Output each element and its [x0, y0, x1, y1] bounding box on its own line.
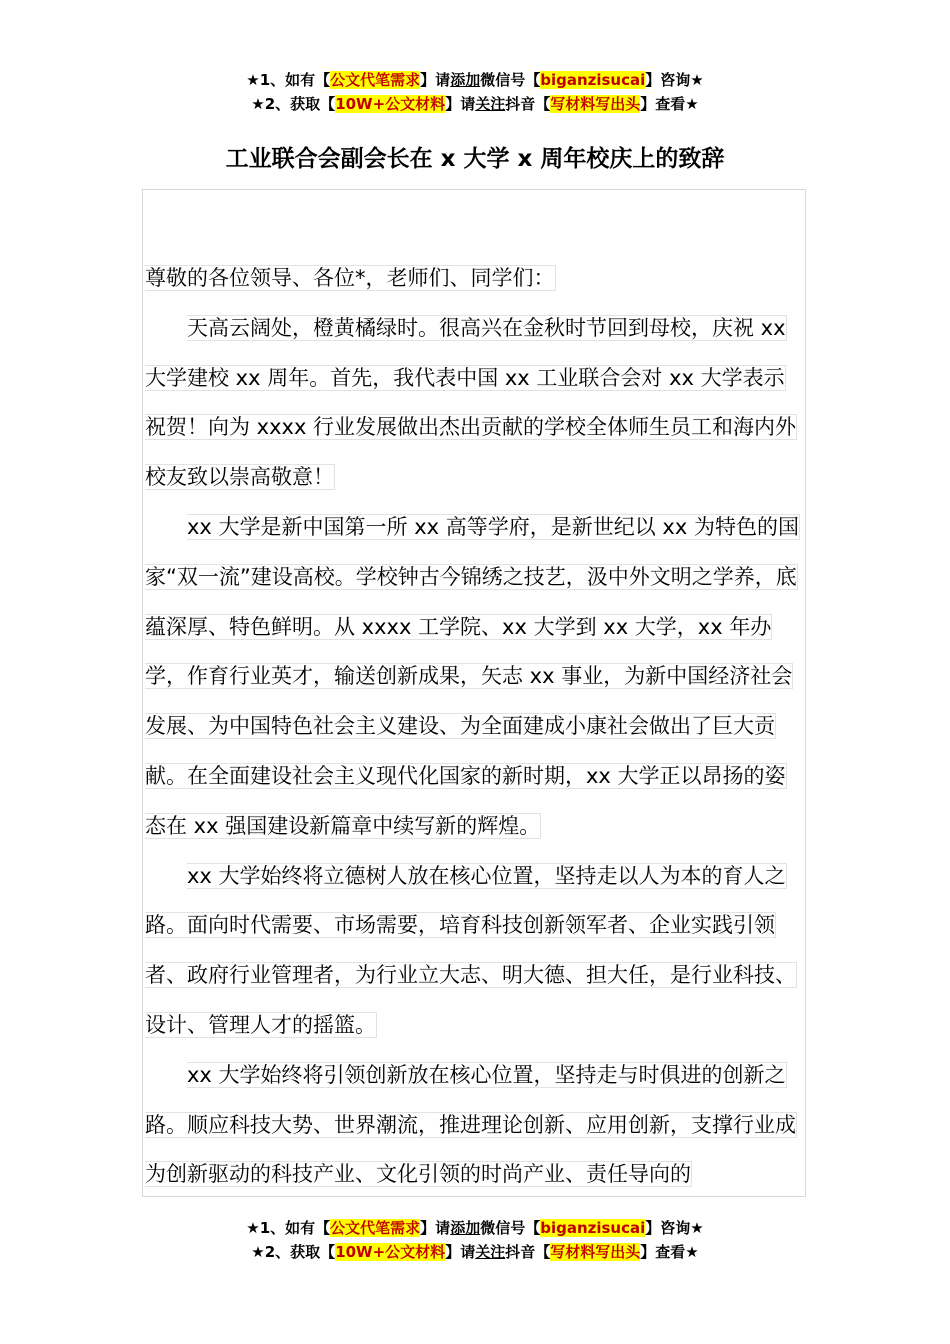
- document-page: [142, 189, 806, 1197]
- top-promo-banner: [0, 68, 950, 116]
- promo-highlight: 公文代笔需求: [330, 71, 421, 89]
- promo-line-2: ★2、获取【10W+公文材料】请关注抖音【写材料写出头】查看★: [251, 95, 699, 113]
- document-title: 工业联合会副会长在 x 大学 x 周年校庆上的致辞: [225, 146, 725, 172]
- promo-highlight: 公文代笔需求: [330, 1219, 421, 1237]
- paragraph: xx 大学是新中国第一所 xx 高等学府，是新世纪以 xx 为特色的国家“双一流”建设高校。学校钟古今锦绣之技艺，汲中外文明之学养，底蕴深厚、特色鲜明。从 xxxx 工学院、xx 大学到 xx 大学，xx 年办学，作育行业英才，输送创新成果，矢志 xx 事业，为新中国经济社会发展、为中国特色社会主义建设、为全面建成小康社会做出了巨大贡献。在全面建设社会主义现代化国家的新时期，xx 大学正以昂扬的姿态在 xx 强国建设新篇章中续写新的辉煌。: [145, 514, 799, 838]
- paragraph: xx 大学始终将引领创新放在核心位置，坚持走与时俱进的创新之路。顺应科技大势、世界潮流，推进理论创新、应用创新，支撑行业成为创新驱动的科技产业、文化引领的时尚产业、责任导向的: [145, 1062, 796, 1187]
- salutation: 尊敬的各位领导、各位*，老师们、同学们：: [145, 266, 555, 290]
- promo-douyin-id: 写材料写出头: [550, 1243, 641, 1261]
- document-body: [145, 254, 805, 1197]
- promo-line-2: ★2、获取【10W+公文材料】请关注抖音【写材料写出头】查看★: [251, 1243, 699, 1261]
- promo-douyin-id: 写材料写出头: [550, 95, 641, 113]
- paragraph: xx 大学始终将立德树人放在核心位置，坚持走以人为本的育人之路。面向时代需要、市场需要，培育科技创新领军者、企业实践引领者、政府行业管理者，为行业立大志、明大德、担大任，是行业科技、设计、管理人才的摇篮。: [145, 863, 796, 1037]
- promo-wechat-id: biganzisucai: [540, 71, 646, 89]
- promo-line-1: ★1、如有【公文代笔需求】请添加微信号【biganzisucai】咨询★: [246, 1219, 704, 1237]
- promo-highlight: 10W+公文材料: [335, 1243, 446, 1261]
- bottom-promo-banner: [0, 1216, 950, 1264]
- promo-line-1: ★1、如有【公文代笔需求】请添加微信号【biganzisucai】咨询★: [246, 71, 704, 89]
- paragraph: 天高云阔处，橙黄橘绿时。很高兴在金秋时节回到母校，庆祝 xx 大学建校 xx 周年。首先，我代表中国 xx 工业联合会对 xx 大学表示祝贺！向为 xxxx 行业发展做出杰出贡献的学校全体师生员工和海内外校友致以崇高敬意！: [145, 315, 797, 490]
- promo-highlight: 10W+公文材料: [335, 95, 446, 113]
- promo-wechat-id: biganzisucai: [540, 1219, 646, 1237]
